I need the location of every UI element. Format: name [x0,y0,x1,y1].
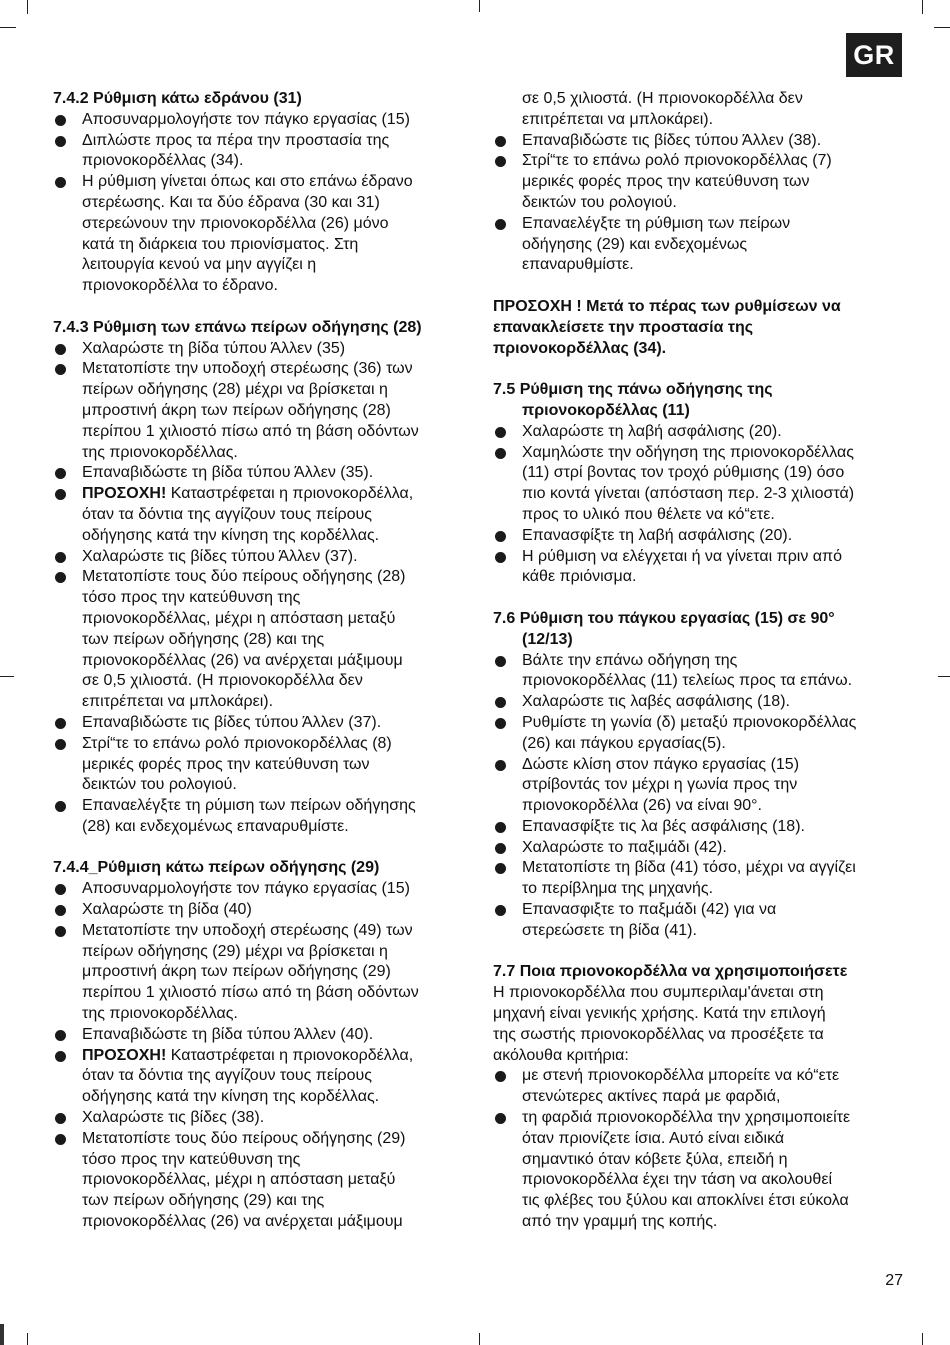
list-item-cont: περίπου 1 χιλιοστό πίσω από τη βάση οδόντων [82,984,419,1002]
list-item: Επαναελέγξτε τη ρύθμιση των πείρων [493,214,903,235]
list-item-cont: μερικές φορές προς την κατεύθυνση των [82,755,370,773]
list-item-cont: (26) και πάγκου εργασίας(5). [522,734,726,752]
crop-mark [27,0,28,14]
paragraph-line: Η πριονοκορδέλλα που συμπεριλαμ'άνεται στη [493,984,824,1002]
list-item: Βάλτε την επάνω οδήγηση της [493,651,903,672]
crop-mark [479,0,480,12]
list-item-cont: τόσο προς την κατεύθυνση της [82,1150,301,1168]
language-badge: GR [846,33,902,77]
list-item-cont: τόσο προς την κατεύθυνση της [82,589,301,607]
list-item-cont: πριονοκορδέλλας, μέχρι η απόσταση μεταξύ [82,609,396,627]
list-item-cont: πριονοκορδέλλας (11) τελείως προς τα επάνω. [522,672,853,690]
warning-label: ΠΡΟΣΟΧΗ! [82,1046,167,1064]
list-item-cont: της πριονοκορδέλλας. [82,1005,238,1023]
list-item-cont: στρίβοντάς τον μέχρι η γωνία προς την [522,776,798,794]
list-item: Χαλαρώστε τη βίδα (40) [53,900,463,921]
warning-label: ΠΡΟΣΟΧΗ! [82,485,167,503]
list-item: Μετατοπίστε την υποδοχή στερέωσης (36) των [53,359,463,380]
list-item-cont: όταν πριονίζετε ίσια. Αυτό είναι ειδικά [522,1129,785,1147]
list-item-cont: επιτρέπεται να μπλοκάρει). [82,693,274,711]
left-column [53,89,463,1233]
list-item-cont: των πείρων οδήγησης (28) και της [82,630,325,648]
list-item: Δώστε κλίση στον πάγκο εργασίας (15) [493,755,903,776]
list-item: Επαναβιδώστε τις βίδες τύπου Άλλεν (38). [493,131,903,152]
list-item: Χαλαρώστε τη λαβή ασφάλισης (20). [493,422,903,443]
list-item-cont: δεικτών του ρολογιού. [82,776,237,794]
list-item: Επανασφίξτε τη λαβή ασφάλισης (20). [493,526,903,547]
right-column [493,89,903,1233]
edge-mark [0,1324,4,1345]
list-item-cont: όταν τα δόντια της αγγίζουν τους πείρους [82,505,372,523]
list-item: Στρί“τε το επάνω ρολό πριονοκορδέλλας (7) [493,151,903,172]
crop-mark [0,27,16,28]
list-item-cont: δεικτών του ρολογιού. [522,193,677,211]
list-item: τη φαρδιά πριονοκορδέλλα την χρησιμοποιείτε [493,1108,903,1129]
crop-mark [934,27,950,28]
list-item-cont: πριονοκορδέλλα έχει την τάση να ακολουθεί [522,1171,833,1189]
crop-mark [922,0,923,14]
page-number: 27 [885,1272,903,1289]
list-item-cont: πριονοκορδέλλας, μέχρι η απόσταση μεταξύ [82,1171,396,1189]
section-heading-7-6-cont: (12/13) [522,630,573,648]
list-item-cont: λειτουργία κενού να μην αγγίζει η [82,256,317,274]
warning-line: πριονοκορδέλλας (34). [493,339,667,357]
list-item-cont: πριονοκορδέλλας (26) να ανέρχεται μάξιμουμ [82,1213,403,1231]
warning-line: ΠΡΟΣΟΧΗ ! Μετά το πέρας των ρυθμίσεων να [493,297,841,315]
section-heading-7-6: 7.6 Ρύθμιση του πάγκου εργασίας (15) σε 90° [493,609,835,627]
list-item: Αποσυναρμολογήστε τον πάγκο εργασίας (15) [53,110,463,131]
list-item-cont: των πείρων οδήγησης (29) και της [82,1192,325,1210]
list-item: Χαλαρώστε τις βίδες τύπου Άλλεν (37). [53,547,463,568]
list-item-cont: στενώτερες ακτίνες παρά με φαρδιά, [522,1088,781,1106]
list-item: Επανασφιξτε το παξμάδι (42) για να [493,900,903,921]
crop-mark [922,1333,923,1345]
list-item: Χαλαρώστε τη βίδα τύπου Άλλεν (35) [53,339,463,360]
list-item-cont: περίπου 1 χιλιοστό πίσω από τη βάση οδόντων [82,422,419,440]
paragraph-line: μηχανή είναι γενικής χρήσης. Κατά την επιλογή [493,1005,826,1023]
list-item-cont: από την γραμμή της κοπής. [522,1213,718,1231]
list-item-cont: προς το υλικό που θέλετε να κό“ετε. [522,505,775,523]
list-item-cont: τις φλέβες του ξύλου και αποκλίνει έτσι εύκολα [522,1192,849,1210]
warning-item [53,484,463,505]
list-item: Η ρύθμιση γίνεται όπως και στο επάνω έδρανο [53,172,463,193]
section-heading-7-5: 7.5 Ρύθμιση της πάνω οδήγησης της [493,381,773,399]
list-item-cont: όταν τα δόντια της αγγίζουν τους πείρους [82,1067,372,1085]
list-item-cont: πριονοκορδέλλα (26) να είναι 90°. [522,797,762,815]
list-item-cont: πριονοκορδέλλας (34). [82,152,244,170]
list-item: Αποσυναρμολογήστε τον πάγκο εργασίας (15) [53,879,463,900]
list-item-cont: πριονοκορδέλλας (26) να ανέρχεται μάξιμουμ [82,651,403,669]
crop-mark [938,676,950,677]
list-item-cont: οδήγησης κατά την κίνηση της κορδέλλας. [82,1088,380,1106]
list-item: Επαναβιδώστε τις βίδες τύπου Άλλεν (37). [53,713,463,734]
list-item-cont: (11) στρί βοντας τον τροχό ρύθμισης (19) όσο [522,464,845,482]
list-item: Η ρύθμιση να ελέγχεται ή να γίνεται πριν από [493,547,903,568]
crop-mark [27,1333,28,1345]
list-item-cont: σημαντικό όταν κόβετε ξύλα, επειδή η [522,1150,788,1168]
section-heading-7-5-cont: πριονοκορδέλλας (11) [522,401,690,419]
list-item-cont: σε 0,5 χιλιοστά. (Η πριονοκορδέλλα δεν [82,672,363,690]
list-item-cont: πριονοκορδέλλα το έδρανο. [82,277,278,295]
list-item-cont: πείρων οδήγησης (29) μέχρι να βρίσκεται η [82,942,388,960]
list-item-cont: κάθε πριόνισμα. [522,568,637,586]
list-item: Επαναβιδώστε τη βίδα τύπου Άλλεν (35). [53,463,463,484]
list-item: Στρί“τε το επάνω ρολό πριονοκορδέλλας (8) [53,734,463,755]
crop-mark [0,676,14,677]
warning-text: Καταστρέφεται η πριονοκορδέλλα, [166,485,414,503]
list-item: με στενή πριονοκορδέλλα μπορείτε να κό“ετε [493,1066,903,1087]
section-heading-7-4-2: 7.4.2 Ρύθμιση κάτω εδράνου (31) [53,90,302,107]
list-item-cont: στερεώνουν την πριονοκορδέλλα (26) μόνο [82,214,389,232]
list-item-cont: (28) και ενδεχομένως επαναρυθμίστε. [82,817,349,835]
list-item-cont: της πριονοκορδέλλας. [82,443,238,461]
list-item-cont: πιο κοντά γίνεται (απόσταση περ. 2-3 χιλιοστά) [522,485,855,503]
list-item-cont: επιτρέπεται να μπλοκάρει). [522,110,714,128]
paragraph-line: ακόλουθα κριτήρια: [493,1046,629,1064]
list-item-cont: στερέωσης. Και τα δύο έδρανα (30 και 31) [82,193,380,211]
list-item: Χαλαρώστε τις βίδες (38). [53,1108,463,1129]
list-item-cont: οδήγησης (29) και ενδεχομένως [522,235,748,253]
list-item: Μετατοπίστε την υποδοχή στερέωσης (49) των [53,921,463,942]
list-item-cont: σε 0,5 χιλιοστά. (Η πριονοκορδέλλα δεν [522,90,803,107]
list-item: Διπλώστε προς τα πέρα την προστασία της [53,131,463,152]
section-heading-7-4-4: 7.4.4_Ρύθμιση κάτω πείρων οδήγησης (29) [53,859,380,877]
list-item-cont: μερικές φορές προς την κατεύθυνση των [522,173,810,191]
list-item: Επαναελέγξτε τη ρύμιση των πείρων οδήγησης [53,796,463,817]
list-item-cont: πείρων οδήγησης (28) μέχρι να βρίσκεται η [82,381,388,399]
list-item: Χαμηλώστε την οδήγηση της πριονοκορδέλλας [493,443,903,464]
list-item-cont: το περίβλημα της μηχανής. [522,880,714,898]
list-item-cont: κατά τη διάρκεια του πριονίσματος. Στη [82,235,359,253]
warning-text: Καταστρέφεται η πριονοκορδέλλα, [166,1046,414,1064]
list-item-cont: στερεώσετε τη βίδα (41). [522,921,697,939]
section-heading-7-7: 7.7 Ποια πριονοκορδέλλα να χρησιμοποιήσετε [493,963,848,981]
list-item: Επαναβιδώστε τη βίδα τύπου Άλλεν (40). [53,1025,463,1046]
list-item: Χαλαρώστε το παξιμάδι (42). [493,838,903,859]
warning-item [53,1046,463,1067]
list-item: Επανασφίξτε τις λα βές ασφάλισης (18). [493,817,903,838]
crop-mark [479,1333,480,1345]
list-item: Μετατοπίστε τη βίδα (41) τόσο, μέχρι να αγγίζει [493,858,903,879]
section-heading-7-4-3: 7.4.3 Ρύθμιση των επάνω πείρων οδήγησης (28) [53,318,422,336]
warning-line: επανακλείσετε την προστασία της [493,318,754,336]
list-item-cont: οδήγησης κατά την κίνηση της κορδέλλας. [82,526,380,544]
list-item-cont: μπροστινή άκρη των πείρων οδήγησης (28) [82,401,391,419]
list-item: Ρυθμίστε τη γωνία (δ) μεταξύ πριονοκορδέλλας [493,713,903,734]
list-item-cont: επαναρυθμίστε. [522,256,634,274]
list-item-cont: μπροστινή άκρη των πείρων οδήγησης (29) [82,963,391,981]
paragraph-line: της σωστής πριονοκορδέλλας να προσέξετε τα [493,1025,824,1043]
list-item: Χαλαρώστε τις λαβές ασφάλισης (18). [493,692,903,713]
list-item: Μετατοπίστε τους δύο πείρους οδήγησης (28) [53,567,463,588]
list-item: Μετατοπίστε τους δύο πείρους οδήγησης (29) [53,1129,463,1150]
